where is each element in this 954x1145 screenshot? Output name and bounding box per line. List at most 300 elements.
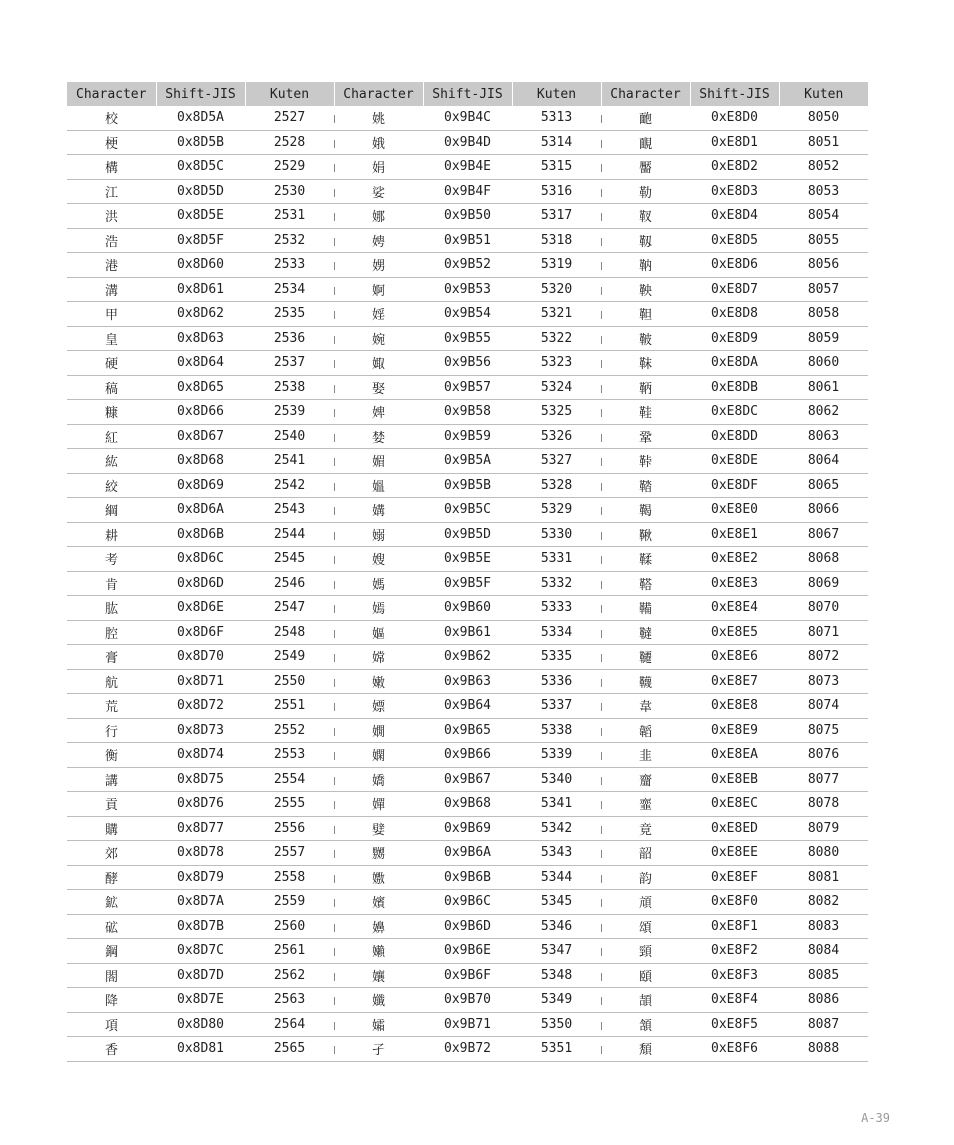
- character-cell: 韆: [601, 645, 690, 670]
- table-row: [67, 816, 868, 841]
- shift-jis-cell: 0x9B55: [423, 326, 512, 351]
- kuten-cell: 5332: [512, 571, 601, 596]
- kuten-cell: 8084: [779, 939, 868, 964]
- character-cell: 嫂: [334, 547, 423, 572]
- kuten-cell: 8076: [779, 743, 868, 768]
- character-cell: 衡: [67, 743, 156, 768]
- character-cell: 嫺: [334, 718, 423, 743]
- table-row: [67, 130, 868, 155]
- shift-jis-cell: 0x8D6E: [156, 596, 245, 621]
- shift-jis-cell: 0x9B64: [423, 694, 512, 719]
- table-row: [67, 522, 868, 547]
- kuten-cell: 2547: [245, 596, 334, 621]
- character-cell: 梗: [67, 130, 156, 155]
- kuten-cell: 8054: [779, 204, 868, 229]
- character-cell: 鞅: [601, 277, 690, 302]
- kuten-cell: 5339: [512, 743, 601, 768]
- shift-jis-cell: 0x9B61: [423, 620, 512, 645]
- character-cell: 嫣: [334, 596, 423, 621]
- character-cell: 校: [67, 106, 156, 130]
- shift-jis-cell: 0xE8EA: [690, 743, 779, 768]
- kuten-cell: 5313: [512, 106, 601, 130]
- shift-jis-cell: 0xE8F2: [690, 939, 779, 964]
- character-cell: 鞦: [601, 522, 690, 547]
- shift-jis-cell: 0xE8E1: [690, 522, 779, 547]
- character-cell: 航: [67, 669, 156, 694]
- table-row: [67, 767, 868, 792]
- table-row: [67, 547, 868, 572]
- kuten-cell: 8052: [779, 155, 868, 180]
- kuten-cell: 5347: [512, 939, 601, 964]
- character-cell: 頡: [601, 988, 690, 1013]
- header-shift-jis: Shift-JIS: [156, 82, 245, 106]
- character-cell: 皇: [67, 326, 156, 351]
- shift-jis-cell: 0xE8DE: [690, 449, 779, 474]
- kuten-cell: 5340: [512, 767, 601, 792]
- table-row: [67, 1037, 868, 1062]
- character-cell: 閤: [67, 963, 156, 988]
- header-character: Character: [67, 82, 156, 106]
- kuten-cell: 8078: [779, 792, 868, 817]
- character-cell: 港: [67, 253, 156, 278]
- shift-jis-cell: 0x9B58: [423, 400, 512, 425]
- character-cell: 嬾: [334, 939, 423, 964]
- kuten-cell: 5343: [512, 841, 601, 866]
- kuten-cell: 5316: [512, 179, 601, 204]
- kuten-cell: 2536: [245, 326, 334, 351]
- shift-jis-cell: 0xE8D2: [690, 155, 779, 180]
- character-cell: 娚: [334, 253, 423, 278]
- character-cell: 頤: [601, 963, 690, 988]
- kuten-cell: 2535: [245, 302, 334, 327]
- shift-jis-cell: 0x9B4F: [423, 179, 512, 204]
- header-kuten: Kuten: [245, 82, 334, 106]
- kuten-cell: 5326: [512, 424, 601, 449]
- shift-jis-cell: 0x8D6D: [156, 571, 245, 596]
- table-row: [67, 743, 868, 768]
- shift-jis-cell: 0xE8E5: [690, 620, 779, 645]
- character-code-table: [67, 82, 868, 1062]
- table-row: [67, 914, 868, 939]
- kuten-cell: 2531: [245, 204, 334, 229]
- table-row: [67, 718, 868, 743]
- kuten-cell: 8067: [779, 522, 868, 547]
- character-cell: 媾: [334, 498, 423, 523]
- kuten-cell: 2551: [245, 694, 334, 719]
- kuten-cell: 2529: [245, 155, 334, 180]
- shift-jis-cell: 0x9B62: [423, 645, 512, 670]
- shift-jis-cell: 0x8D71: [156, 669, 245, 694]
- shift-jis-cell: 0x8D76: [156, 792, 245, 817]
- kuten-cell: 5350: [512, 1012, 601, 1037]
- kuten-cell: 8063: [779, 424, 868, 449]
- character-cell: 講: [67, 767, 156, 792]
- table-row: [67, 963, 868, 988]
- kuten-cell: 2565: [245, 1037, 334, 1062]
- shift-jis-cell: 0x9B56: [423, 351, 512, 376]
- shift-jis-cell: 0x9B6E: [423, 939, 512, 964]
- kuten-cell: 5324: [512, 375, 601, 400]
- character-cell: 婬: [334, 302, 423, 327]
- character-cell: 婀: [334, 277, 423, 302]
- kuten-cell: 2546: [245, 571, 334, 596]
- header-shift-jis: Shift-JIS: [423, 82, 512, 106]
- shift-jis-cell: 0x9B6B: [423, 865, 512, 890]
- character-cell: 頏: [601, 890, 690, 915]
- table-row: [67, 302, 868, 327]
- character-cell: 靹: [601, 253, 690, 278]
- character-cell: 孀: [334, 1012, 423, 1037]
- kuten-cell: 5351: [512, 1037, 601, 1062]
- kuten-cell: 2542: [245, 473, 334, 498]
- shift-jis-cell: 0x9B4C: [423, 106, 512, 130]
- kuten-cell: 8086: [779, 988, 868, 1013]
- kuten-cell: 2534: [245, 277, 334, 302]
- shift-jis-cell: 0x8D5F: [156, 228, 245, 253]
- page-number: A-39: [861, 1111, 890, 1125]
- kuten-cell: 8073: [779, 669, 868, 694]
- character-cell: 韜: [601, 718, 690, 743]
- table-row: [67, 449, 868, 474]
- character-cell: 鞐: [601, 449, 690, 474]
- table-row: [67, 473, 868, 498]
- table-row: [67, 669, 868, 694]
- shift-jis-cell: 0xE8E8: [690, 694, 779, 719]
- shift-jis-cell: 0x8D6A: [156, 498, 245, 523]
- shift-jis-cell: 0xE8EB: [690, 767, 779, 792]
- kuten-cell: 2549: [245, 645, 334, 670]
- character-cell: 媼: [334, 473, 423, 498]
- kuten-cell: 5331: [512, 547, 601, 572]
- shift-jis-cell: 0x8D61: [156, 277, 245, 302]
- character-cell: 膏: [67, 645, 156, 670]
- shift-jis-cell: 0xE8E7: [690, 669, 779, 694]
- kuten-cell: 8082: [779, 890, 868, 915]
- kuten-cell: 2544: [245, 522, 334, 547]
- shift-jis-cell: 0x8D7A: [156, 890, 245, 915]
- character-cell: 耕: [67, 522, 156, 547]
- table-row: [67, 571, 868, 596]
- table-row: [67, 155, 868, 180]
- shift-jis-cell: 0xE8E6: [690, 645, 779, 670]
- kuten-cell: 8062: [779, 400, 868, 425]
- character-cell: 媽: [334, 571, 423, 596]
- character-cell: 嫩: [334, 669, 423, 694]
- character-cell: 鞆: [601, 375, 690, 400]
- shift-jis-cell: 0x9B59: [423, 424, 512, 449]
- table-row: [67, 1012, 868, 1037]
- shift-jis-cell: 0x9B54: [423, 302, 512, 327]
- shift-jis-cell: 0x8D6F: [156, 620, 245, 645]
- shift-jis-cell: 0xE8F6: [690, 1037, 779, 1062]
- character-cell: 勒: [601, 179, 690, 204]
- kuten-cell: 2561: [245, 939, 334, 964]
- kuten-cell: 2556: [245, 816, 334, 841]
- kuten-cell: 8055: [779, 228, 868, 253]
- character-cell: 嬖: [334, 816, 423, 841]
- kuten-cell: 8066: [779, 498, 868, 523]
- kuten-cell: 5322: [512, 326, 601, 351]
- character-cell: 嫐: [334, 865, 423, 890]
- table-row: [67, 228, 868, 253]
- kuten-cell: 5319: [512, 253, 601, 278]
- kuten-cell: 5321: [512, 302, 601, 327]
- shift-jis-cell: 0x9B5A: [423, 449, 512, 474]
- kuten-cell: 8087: [779, 1012, 868, 1037]
- character-cell: 鞏: [601, 424, 690, 449]
- character-cell: 頷: [601, 1012, 690, 1037]
- shift-jis-cell: 0x8D77: [156, 816, 245, 841]
- character-cell: 鉱: [67, 890, 156, 915]
- character-cell: 硬: [67, 351, 156, 376]
- character-cell: 嫗: [334, 620, 423, 645]
- shift-jis-cell: 0x8D7D: [156, 963, 245, 988]
- shift-jis-cell: 0xE8EC: [690, 792, 779, 817]
- character-cell: 婉: [334, 326, 423, 351]
- character-cell: 嫻: [334, 743, 423, 768]
- shift-jis-cell: 0xE8F1: [690, 914, 779, 939]
- shift-jis-cell: 0xE8D9: [690, 326, 779, 351]
- character-cell: 靱: [601, 228, 690, 253]
- character-cell: 娵: [334, 351, 423, 376]
- character-cell: 韭: [601, 743, 690, 768]
- character-cell: 肯: [67, 571, 156, 596]
- shift-jis-cell: 0x8D67: [156, 424, 245, 449]
- kuten-cell: 8061: [779, 375, 868, 400]
- shift-jis-cell: 0x9B53: [423, 277, 512, 302]
- shift-jis-cell: 0x9B5B: [423, 473, 512, 498]
- kuten-cell: 5338: [512, 718, 601, 743]
- shift-jis-cell: 0x8D63: [156, 326, 245, 351]
- shift-jis-cell: 0x9B6A: [423, 841, 512, 866]
- kuten-cell: 5329: [512, 498, 601, 523]
- character-cell: 砿: [67, 914, 156, 939]
- character-cell: 甲: [67, 302, 156, 327]
- shift-jis-cell: 0x8D80: [156, 1012, 245, 1037]
- character-cell: 嬌: [334, 767, 423, 792]
- shift-jis-cell: 0x8D79: [156, 865, 245, 890]
- shift-jis-cell: 0x9B67: [423, 767, 512, 792]
- shift-jis-cell: 0x9B71: [423, 1012, 512, 1037]
- kuten-cell: 2527: [245, 106, 334, 130]
- character-cell: 綱: [67, 498, 156, 523]
- kuten-cell: 2548: [245, 620, 334, 645]
- character-cell: 嫖: [334, 694, 423, 719]
- header-character: Character: [334, 82, 423, 106]
- header-kuten: Kuten: [512, 82, 601, 106]
- kuten-cell: 2554: [245, 767, 334, 792]
- character-cell: 鞴: [601, 596, 690, 621]
- table-row: [67, 498, 868, 523]
- table-row: [67, 424, 868, 449]
- character-cell: 頸: [601, 939, 690, 964]
- shift-jis-cell: 0x8D5C: [156, 155, 245, 180]
- shift-jis-cell: 0xE8E4: [690, 596, 779, 621]
- shift-jis-cell: 0x8D69: [156, 473, 245, 498]
- kuten-cell: 2555: [245, 792, 334, 817]
- shift-jis-cell: 0xE8DF: [690, 473, 779, 498]
- shift-jis-cell: 0x9B57: [423, 375, 512, 400]
- shift-jis-cell: 0xE8DA: [690, 351, 779, 376]
- kuten-cell: 5346: [512, 914, 601, 939]
- kuten-cell: 2530: [245, 179, 334, 204]
- shift-jis-cell: 0xE8EE: [690, 841, 779, 866]
- kuten-cell: 5330: [512, 522, 601, 547]
- shift-jis-cell: 0x9B69: [423, 816, 512, 841]
- kuten-cell: 2533: [245, 253, 334, 278]
- character-cell: 腔: [67, 620, 156, 645]
- shift-jis-cell: 0x8D68: [156, 449, 245, 474]
- character-cell: 嬪: [334, 890, 423, 915]
- kuten-cell: 5348: [512, 963, 601, 988]
- shift-jis-cell: 0x9B52: [423, 253, 512, 278]
- character-cell: 嫋: [334, 522, 423, 547]
- kuten-cell: 8058: [779, 302, 868, 327]
- table-row: [67, 351, 868, 376]
- kuten-cell: 2558: [245, 865, 334, 890]
- character-cell: 孅: [334, 988, 423, 1013]
- shift-jis-cell: 0x8D78: [156, 841, 245, 866]
- character-cell: 孃: [334, 963, 423, 988]
- character-cell: 絞: [67, 473, 156, 498]
- character-cell: 浩: [67, 228, 156, 253]
- shift-jis-cell: 0x8D81: [156, 1037, 245, 1062]
- shift-jis-cell: 0x8D72: [156, 694, 245, 719]
- character-cell: 鞣: [601, 547, 690, 572]
- character-cell: 靨: [601, 155, 690, 180]
- shift-jis-cell: 0x8D7C: [156, 939, 245, 964]
- shift-jis-cell: 0xE8D1: [690, 130, 779, 155]
- character-cell: 頽: [601, 1037, 690, 1062]
- shift-jis-cell: 0xE8E0: [690, 498, 779, 523]
- character-cell: 韵: [601, 865, 690, 890]
- character-cell: 嬲: [334, 841, 423, 866]
- character-cell: 靦: [601, 130, 690, 155]
- table-row: [67, 179, 868, 204]
- kuten-cell: 8077: [779, 767, 868, 792]
- header-character: Character: [601, 82, 690, 106]
- shift-jis-cell: 0x8D5A: [156, 106, 245, 130]
- kuten-cell: 2563: [245, 988, 334, 1013]
- character-cell: 荒: [67, 694, 156, 719]
- shift-jis-cell: 0x8D73: [156, 718, 245, 743]
- character-cell: 酵: [67, 865, 156, 890]
- kuten-cell: 5342: [512, 816, 601, 841]
- shift-jis-cell: 0x9B4D: [423, 130, 512, 155]
- table-row: [67, 204, 868, 229]
- character-cell: 鞋: [601, 400, 690, 425]
- table-row: [67, 939, 868, 964]
- kuten-cell: 5315: [512, 155, 601, 180]
- shift-jis-cell: 0xE8ED: [690, 816, 779, 841]
- kuten-cell: 2564: [245, 1012, 334, 1037]
- shift-jis-cell: 0x9B50: [423, 204, 512, 229]
- shift-jis-cell: 0x8D74: [156, 743, 245, 768]
- shift-jis-cell: 0xE8F4: [690, 988, 779, 1013]
- kuten-cell: 2540: [245, 424, 334, 449]
- kuten-cell: 8057: [779, 277, 868, 302]
- table-row: [67, 253, 868, 278]
- character-cell: 韶: [601, 841, 690, 866]
- table-row: [67, 620, 868, 645]
- character-cell: 購: [67, 816, 156, 841]
- kuten-cell: 8059: [779, 326, 868, 351]
- character-cell: 頌: [601, 914, 690, 939]
- kuten-cell: 8080: [779, 841, 868, 866]
- kuten-cell: 8064: [779, 449, 868, 474]
- shift-jis-cell: 0x9B5C: [423, 498, 512, 523]
- shift-jis-cell: 0x8D64: [156, 351, 245, 376]
- table-row: [67, 400, 868, 425]
- shift-jis-cell: 0xE8F0: [690, 890, 779, 915]
- character-cell: 鞳: [601, 571, 690, 596]
- kuten-cell: 5327: [512, 449, 601, 474]
- character-cell: 鞁: [601, 326, 690, 351]
- kuten-cell: 8071: [779, 620, 868, 645]
- shift-jis-cell: 0x9B51: [423, 228, 512, 253]
- kuten-cell: 2528: [245, 130, 334, 155]
- kuten-cell: 5344: [512, 865, 601, 890]
- character-cell: 靫: [601, 204, 690, 229]
- kuten-cell: 8053: [779, 179, 868, 204]
- character-cell: 竟: [601, 816, 690, 841]
- character-cell: 姚: [334, 106, 423, 130]
- shift-jis-cell: 0x9B65: [423, 718, 512, 743]
- kuten-cell: 8079: [779, 816, 868, 841]
- shift-jis-cell: 0x8D6C: [156, 547, 245, 572]
- shift-jis-cell: 0x8D60: [156, 253, 245, 278]
- shift-jis-cell: 0x8D5D: [156, 179, 245, 204]
- character-cell: 鞜: [601, 473, 690, 498]
- shift-jis-cell: 0x8D7E: [156, 988, 245, 1013]
- character-cell: 韲: [601, 792, 690, 817]
- character-cell: 娉: [334, 228, 423, 253]
- character-cell: 紘: [67, 449, 156, 474]
- table-row: [67, 890, 868, 915]
- kuten-cell: 2532: [245, 228, 334, 253]
- kuten-cell: 5317: [512, 204, 601, 229]
- kuten-cell: 2553: [245, 743, 334, 768]
- shift-jis-cell: 0x8D5B: [156, 130, 245, 155]
- header-kuten: Kuten: [779, 82, 868, 106]
- shift-jis-cell: 0x8D75: [156, 767, 245, 792]
- character-cell: 稿: [67, 375, 156, 400]
- character-cell: 構: [67, 155, 156, 180]
- shift-jis-cell: 0xE8E2: [690, 547, 779, 572]
- kuten-cell: 8072: [779, 645, 868, 670]
- shift-jis-cell: 0xE8D7: [690, 277, 779, 302]
- table-row: [67, 865, 868, 890]
- character-cell: 江: [67, 179, 156, 204]
- kuten-cell: 2541: [245, 449, 334, 474]
- kuten-cell: 5314: [512, 130, 601, 155]
- kuten-cell: 2538: [245, 375, 334, 400]
- table-row: [67, 326, 868, 351]
- table-row: [67, 277, 868, 302]
- shift-jis-cell: 0x9B5F: [423, 571, 512, 596]
- kuten-cell: 2539: [245, 400, 334, 425]
- shift-jis-cell: 0xE8D6: [690, 253, 779, 278]
- character-cell: 靼: [601, 302, 690, 327]
- kuten-cell: 5337: [512, 694, 601, 719]
- table-body: [67, 106, 868, 1061]
- kuten-cell: 8075: [779, 718, 868, 743]
- shift-jis-cell: 0xE8DB: [690, 375, 779, 400]
- header-shift-jis: Shift-JIS: [690, 82, 779, 106]
- shift-jis-cell: 0xE8D8: [690, 302, 779, 327]
- table-row: [67, 596, 868, 621]
- character-cell: 紅: [67, 424, 156, 449]
